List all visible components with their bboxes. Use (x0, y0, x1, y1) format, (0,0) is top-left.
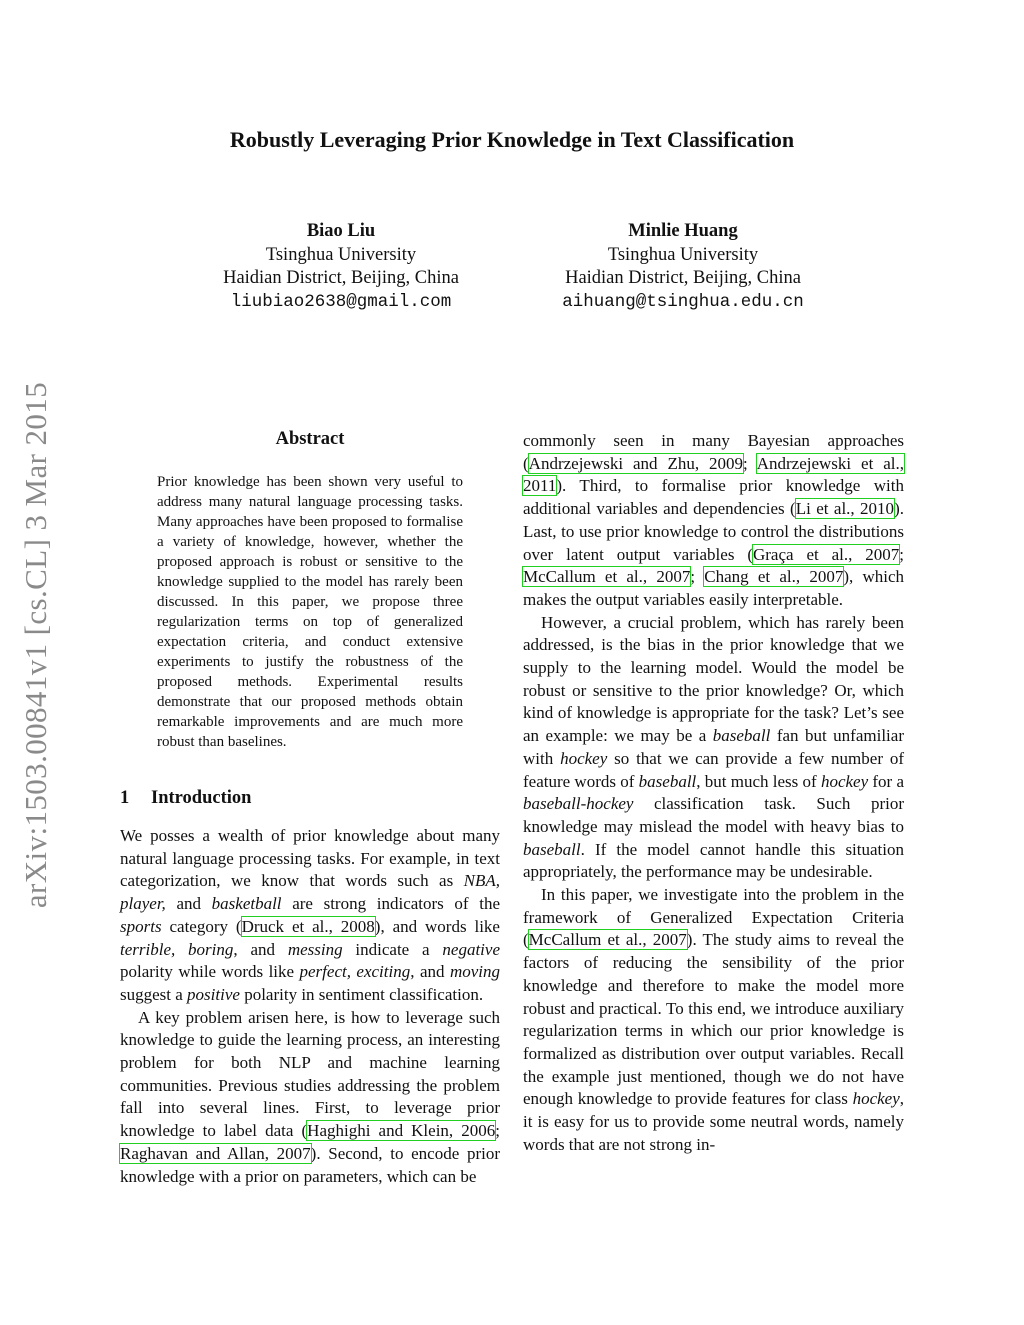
citation-link[interactable]: Andrzejewski and Zhu, 2009 (528, 453, 744, 473)
section-title: Introduction (151, 788, 252, 808)
intro-paragraph-1: We posses a wealth of prior knowledge about many natural language processing tasks. For example, in text categorization, we know that words such as NBA, player, and basketball are strong indicators of the sports category (Druck et al., 2008), and words like terrible, boring, and messing indicate a negative polarity while words like perfect, exciting, and moving suggest a positive polarity in sentiment classification. (120, 826, 501, 1004)
author-name: Biao Liu (306, 221, 376, 241)
citation-link[interactable]: Haghighi and Klein, 2006 (307, 1121, 496, 1141)
citation-link[interactable]: Druck et al., 2008 (241, 916, 375, 936)
author-address: Haidian District, Beijing, China (223, 268, 459, 288)
abstract-text: Prior knowledge has been shown very useful to address many natural language processing tasks. Many approaches have been proposed to formalise a variety of knowledge, however, whether the proposed approach is robust or sensitive to the knowledge supplied to the model has rarely been discussed. In this paper, we propose three regularization terms on top of generalized expectation criteria, and conduct extensive experiments to justify the robustness of the proposed methods. Experimental results demonstrate that our proposed methods obtain remarkable improvements and are much more robust than baselines. (157, 474, 463, 750)
paper-title: Robustly Leveraging Prior Knowledge in Text Classification (229, 127, 795, 152)
author-affiliation: Tsinghua University (265, 244, 417, 265)
citation-link[interactable]: McCallum et al., 2007 (523, 567, 691, 587)
author-affiliation: Tsinghua University (607, 244, 759, 265)
intro-paragraph-2-continued: commonly seen in many Bayesian approaches (Andrzejewski and Zhu, 2009; Andrzejewski et al., 2011). Third, to formalise prior knowledge with additional variables and dependencies (Li et al., 2010). Last, to use prior knowledge to control the distributions over latent output variables (Graça et al., 2007; McCallum et al., 2007; Chang et al., 2007), which makes the output variables easily interpretable. (523, 431, 904, 609)
author-address: Haidian District, Beijing, China (565, 268, 801, 288)
right-column-flow (523, 430, 904, 612)
author-block-2 (513, 220, 853, 314)
author-block-1 (171, 220, 511, 314)
abstract-heading: Abstract (275, 429, 345, 449)
section-number: 1 (120, 788, 130, 808)
citation-link[interactable]: Chang et al., 2007 (704, 567, 844, 587)
citation-link[interactable]: Li et al., 2010 (795, 499, 895, 519)
citation-link[interactable]: Andrzejewski et al., 2011 (523, 453, 904, 496)
intro-paragraph-2: A key problem arisen here, is how to leverage such knowledge to guide the learning process, an interesting problem for both NLP and machine learning communities. Previous studies addressing the problem fall into several lines. First, to leverage prior knowledge to label data (Haghighi and Klein, 2006; Raghavan and Allan, 2007). Second, to encode prior knowledge with a prior on parameters, which can be (120, 1007, 500, 1186)
arxiv-stamp-text: arXiv:1503.00841v1 [cs.CL] 3 Mar 2015 (18, 381, 53, 909)
left-column (120, 825, 500, 1188)
citation-link[interactable]: Graça et al., 2007 (752, 544, 900, 564)
citation-link[interactable]: Raghavan and Allan, 2007 (120, 1143, 311, 1163)
arxiv-identifier-stamp (6, 365, 66, 925)
citation-link[interactable]: McCallum et al., 2007 (528, 930, 687, 950)
author-name: Minlie Huang (628, 221, 738, 241)
author-email: liubiao2638@gmail.com (230, 291, 452, 312)
section-heading (120, 788, 251, 809)
author-email: aihuang@tsinghua.edu.cn (562, 291, 804, 312)
intro-paragraph-4: In this paper, we investigate into the problem in the framework of Generalized Expectation Criteria (McCallum et al., 2007). The study aims to reveal the factors of reducing the sensibility of the prior knowledge and therefore to make the model more robust and practical. To this end, we introduce auxiliary regularization terms in which our prior knowledge is formalized as distribution over output variables. Recall the example just mentioned, though we do not have enough knowledge to provide features for class hockey, it is easy for us to provide some neutral words, namely words that are not strong in- (523, 885, 904, 1154)
right-column (523, 430, 904, 1157)
intro-paragraph-3: However, a crucial problem, which has rarely been addressed, is the bias in the prior knowledge that we supply to the learning model. Would the model be robust or sensitive to the prior knowledge? Or, which kind of knowledge is appropriate for the task? Let’s see an example: we may be a baseball fan but unfamiliar with hockey so that we can provide a few number of feature words of baseball, but much less of hockey for a baseball-hockey classification task. Such prior knowledge may mislead the model with heavy bias to baseball. If the model cannot handle this situation appropriately, the performance may be undesirable. (523, 612, 904, 882)
